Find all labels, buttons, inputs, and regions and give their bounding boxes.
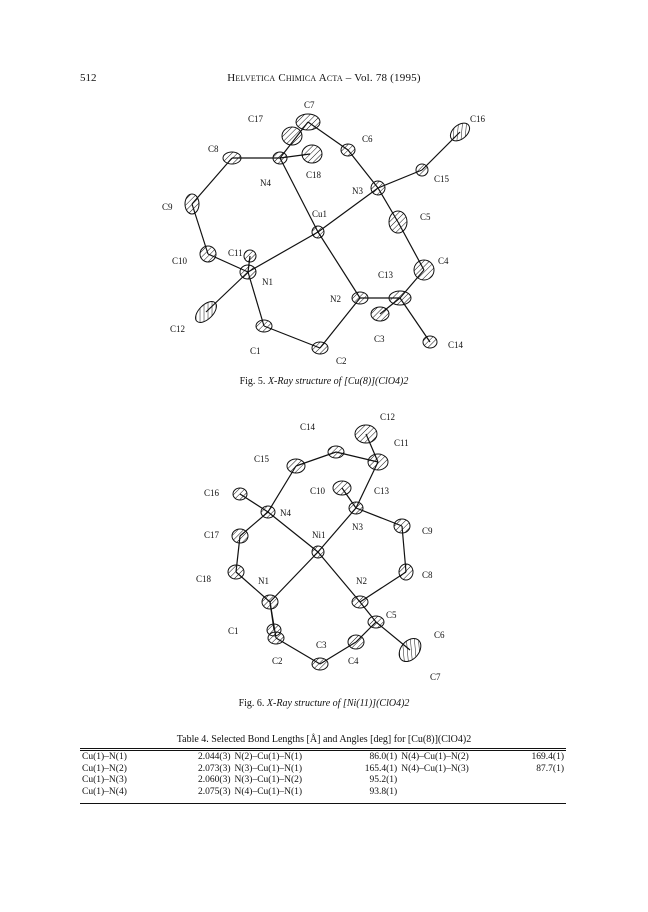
label-c10: C10 xyxy=(172,256,188,266)
label-c5: C5 xyxy=(420,212,431,222)
figure-5 xyxy=(140,92,500,372)
table-cell: 86.0(1) xyxy=(369,752,398,762)
table-cell: 165.4(1) xyxy=(364,763,398,774)
figure-5-atoms xyxy=(185,114,473,354)
label-c11: C11 xyxy=(394,438,409,448)
label-c1: C1 xyxy=(250,346,261,356)
label-n2: N2 xyxy=(330,294,341,304)
table-cell: 2.044(3) xyxy=(198,752,231,762)
label-c12: C12 xyxy=(170,324,186,334)
atom-ni1 xyxy=(312,546,324,558)
label-n3: N3 xyxy=(352,522,363,532)
label-cu1: Cu1 xyxy=(312,209,328,219)
label-c2: C2 xyxy=(272,656,283,666)
label-c6: C6 xyxy=(362,134,373,144)
table-row xyxy=(80,775,566,787)
label-n3: N3 xyxy=(352,186,363,196)
label-c10: C10 xyxy=(310,486,326,496)
table-cell xyxy=(509,775,566,787)
label-n2: N2 xyxy=(356,576,367,586)
table-cell: 2.060(3) xyxy=(198,775,231,785)
figure-5-ortep xyxy=(140,92,500,372)
table-cell: N(4)–Cu(1)–N(1) xyxy=(234,786,303,797)
label-ni1: Ni1 xyxy=(312,530,326,540)
table-4-title: Table 4. Selected Bond Lengths [Å] and Angles [deg] for [Cu(8)](ClO4)2 xyxy=(176,734,472,745)
table-cell: Cu(1)–N(3) xyxy=(82,775,127,785)
atom-cu1 xyxy=(312,226,324,238)
figure-6-ortep xyxy=(180,412,480,692)
label-c17: C17 xyxy=(204,530,220,540)
label-c17: C17 xyxy=(248,114,264,124)
table-cell: N(3)–Cu(1)–N(1) xyxy=(234,763,303,774)
label-c7: C7 xyxy=(304,100,315,110)
label-c3: C3 xyxy=(316,640,327,650)
table-cell: N(2)–Cu(1)–N(1) xyxy=(234,752,303,762)
figure-6 xyxy=(180,412,480,692)
label-c4: C4 xyxy=(348,656,359,666)
table-cell: N(3)–Cu(1)–N(2) xyxy=(234,775,303,785)
label-c15: C15 xyxy=(434,174,450,184)
page-number: 512 xyxy=(80,72,97,84)
figure-6-caption-text: X-Ray structure of [Ni(11)](ClO4)2 xyxy=(266,698,410,709)
label-c16: C16 xyxy=(470,114,486,124)
table-cell xyxy=(509,787,566,799)
figure-5-caption xyxy=(0,376,648,387)
label-c5: C5 xyxy=(386,610,397,620)
label-c9: C9 xyxy=(422,526,433,536)
running-head-volume: – Vol. 78 (1995) xyxy=(342,72,421,84)
label-c14: C14 xyxy=(448,340,464,350)
running-head xyxy=(0,72,648,84)
table-cell: 93.8(1) xyxy=(369,786,398,797)
table-rule-top-inner xyxy=(80,750,566,751)
label-c18: C18 xyxy=(196,574,212,584)
label-c15: C15 xyxy=(254,454,270,464)
label-n4: N4 xyxy=(280,508,291,518)
running-head-journal: Helvetica Chimica Acta xyxy=(227,72,343,84)
table-cell xyxy=(399,775,509,787)
table-row xyxy=(80,787,566,799)
table-cell: Cu(1)–N(4) xyxy=(82,786,127,797)
table-cell: Cu(1)–N(1) xyxy=(82,752,127,762)
figure-5-caption-text: X-Ray structure of [Cu(8)](ClO4)2 xyxy=(267,376,409,387)
table-cell: Cu(1)–N(2) xyxy=(82,763,127,774)
label-c2: C2 xyxy=(336,356,347,366)
table-cell: 2.075(3) xyxy=(198,786,231,797)
label-c14: C14 xyxy=(300,422,316,432)
label-c13: C13 xyxy=(374,486,390,496)
label-c12: C12 xyxy=(380,412,396,422)
table-cell xyxy=(399,787,509,799)
label-c7: C7 xyxy=(430,672,441,682)
table-row xyxy=(80,752,566,764)
table-rule-top xyxy=(80,748,566,749)
table-cell: 169.4(1) xyxy=(531,752,564,762)
table-rule-bottom xyxy=(80,803,566,804)
bond-table xyxy=(80,752,566,798)
label-c16: C16 xyxy=(204,488,220,498)
label-c18: C18 xyxy=(306,170,322,180)
label-c3: C3 xyxy=(374,334,385,344)
table-cell: N(4)–Cu(1)–N(3) xyxy=(401,763,469,774)
figure-6-caption xyxy=(0,698,648,709)
label-n4: N4 xyxy=(260,178,271,188)
label-c13: C13 xyxy=(378,270,394,280)
figure-6-caption-prefix: Fig. 6. xyxy=(238,698,267,709)
label-c11: C11 xyxy=(228,248,243,258)
table-cell: 87.7(1) xyxy=(536,763,564,774)
label-c8: C8 xyxy=(422,570,433,580)
label-c9: C9 xyxy=(162,202,173,212)
label-c8: C8 xyxy=(208,144,219,154)
table-cell: 2.073(3) xyxy=(198,763,231,774)
label-c4: C4 xyxy=(438,256,449,266)
label-n1: N1 xyxy=(262,277,273,287)
label-c6: C6 xyxy=(434,630,445,640)
label-n1: N1 xyxy=(258,576,269,586)
table-cell: 95.2(1) xyxy=(369,775,398,785)
figure-5-caption-prefix: Fig. 5. xyxy=(239,376,268,387)
table-row xyxy=(80,764,566,776)
table-cell: N(4)–Cu(1)–N(2) xyxy=(401,752,469,762)
label-c1: C1 xyxy=(228,626,239,636)
